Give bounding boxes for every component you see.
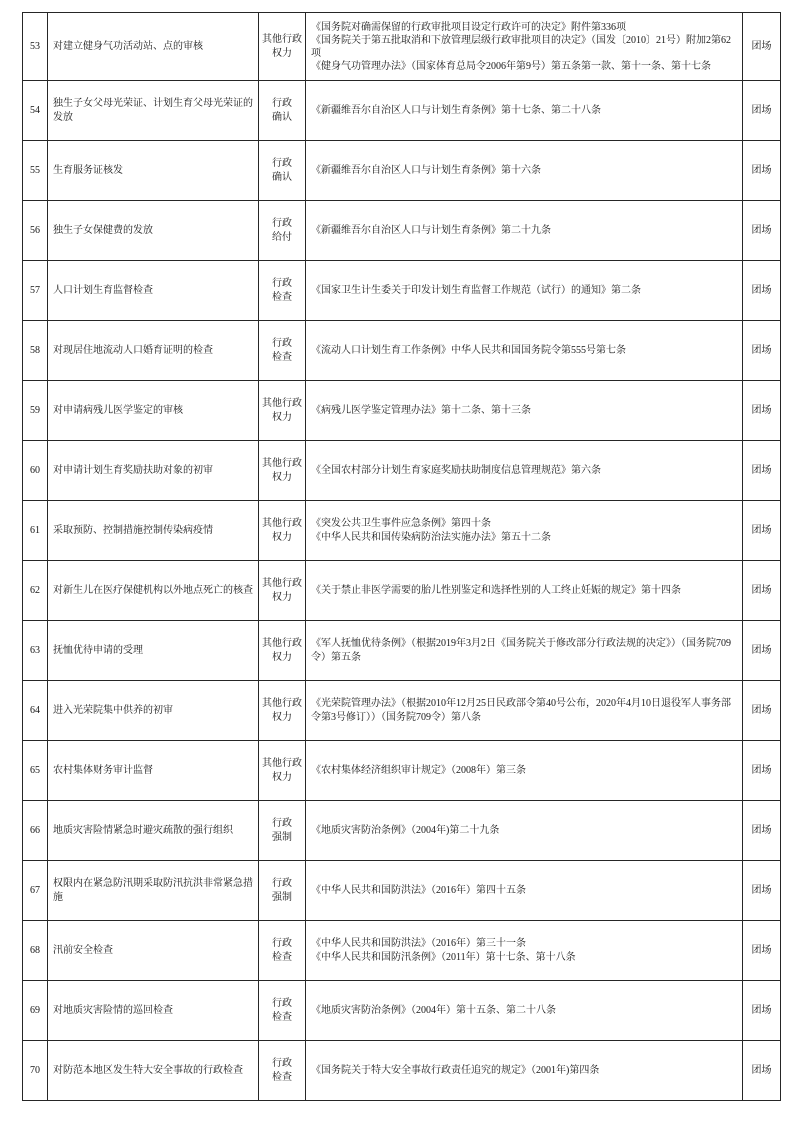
legal-basis: [306, 921, 743, 981]
implementing-unit: 团场: [743, 861, 781, 921]
implementing-unit: 团场: [743, 13, 781, 81]
item-name: 对地质灾害险情的巡回检查: [48, 981, 259, 1041]
table-row: [23, 861, 781, 921]
legal-basis: [306, 81, 743, 141]
implementing-unit: 团场: [743, 141, 781, 201]
item-name: 对申请病残儿医学鉴定的审核: [48, 381, 259, 441]
power-type-line: 行政: [272, 337, 292, 349]
power-type-line: 权力: [272, 411, 292, 423]
implementing-unit: 团场: [743, 441, 781, 501]
legal-basis: [306, 861, 743, 921]
power-type-line: 确认: [272, 111, 292, 123]
power-type-line: 检查: [272, 1071, 292, 1083]
power-type: [259, 261, 306, 321]
table-row: [23, 681, 781, 741]
row-number: 55: [23, 141, 48, 201]
legal-basis-line: 《流动人口计划生育工作条例》中华人民共和国国务院令第555号第七条: [311, 344, 626, 356]
table-row: [23, 261, 781, 321]
legal-basis-line: 《健身气功管理办法》（国家体育总局令2006年第9号）第五条第一款、第十一条、第十七条: [311, 60, 711, 72]
power-type: [259, 321, 306, 381]
power-type: [259, 13, 306, 81]
implementing-unit: 团场: [743, 681, 781, 741]
legal-basis: [306, 381, 743, 441]
row-number: 61: [23, 501, 48, 561]
table-row: [23, 381, 781, 441]
item-name: 独生子女父母光荣证、计划生育父母光荣证的发放: [48, 81, 259, 141]
legal-basis: [306, 261, 743, 321]
row-number: 60: [23, 441, 48, 501]
legal-basis: [306, 681, 743, 741]
legal-basis: [306, 621, 743, 681]
table-row: [23, 1041, 781, 1101]
legal-basis-line: 《国家卫生计生委关于印发计划生育监督工作规范（试行）的通知》第二条: [311, 284, 641, 296]
power-type-line: 行政: [272, 937, 292, 949]
implementing-unit: 团场: [743, 561, 781, 621]
power-type-line: 权力: [272, 651, 292, 663]
power-type-line: 权力: [272, 471, 292, 483]
table-row: [23, 321, 781, 381]
power-type-line: 其他行政: [262, 397, 302, 409]
implementing-unit: 团场: [743, 81, 781, 141]
power-type: [259, 561, 306, 621]
item-name: 农村集体财务审计监督: [48, 741, 259, 801]
power-type-line: 行政: [272, 997, 292, 1009]
legal-basis: [306, 1041, 743, 1101]
power-type: [259, 921, 306, 981]
power-type-line: 行政: [272, 877, 292, 889]
power-type: [259, 141, 306, 201]
legal-basis-line: 《中华人民共和国防洪法》（2016年）第三十一条: [311, 937, 526, 949]
implementing-unit: 团场: [743, 1041, 781, 1101]
implementing-unit: 团场: [743, 201, 781, 261]
power-type-line: 其他行政: [262, 33, 302, 45]
legal-basis-line: 《新疆维吾尔自治区人口与计划生育条例》第十六条: [311, 164, 541, 176]
item-name: 对申请计划生育奖励扶助对象的初审: [48, 441, 259, 501]
legal-basis-line: 《军人抚恤优待条例》（根据2019年3月2日《国务院关于修改部分行政法规的决定》）（国务院709令）第五条: [311, 637, 731, 663]
table-row: [23, 141, 781, 201]
power-type-line: 其他行政: [262, 517, 302, 529]
power-list-table: [22, 12, 781, 1101]
implementing-unit: 团场: [743, 321, 781, 381]
power-type: [259, 501, 306, 561]
power-type-line: 强制: [272, 891, 292, 903]
power-type: [259, 861, 306, 921]
legal-basis: [306, 501, 743, 561]
row-number: 64: [23, 681, 48, 741]
implementing-unit: 团场: [743, 981, 781, 1041]
power-type-line: 其他行政: [262, 697, 302, 709]
power-type-line: 其他行政: [262, 457, 302, 469]
table-row: [23, 13, 781, 81]
legal-basis-line: 《病残儿医学鉴定管理办法》第十二条、第十三条: [311, 404, 531, 416]
row-number: 66: [23, 801, 48, 861]
legal-basis-line: 《新疆维吾尔自治区人口与计划生育条例》第二十九条: [311, 224, 551, 236]
row-number: 53: [23, 13, 48, 81]
power-type-line: 权力: [272, 591, 292, 603]
power-type: [259, 621, 306, 681]
implementing-unit: 团场: [743, 741, 781, 801]
table-row: [23, 81, 781, 141]
row-number: 69: [23, 981, 48, 1041]
legal-basis-line: 《关于禁止非医学需要的胎儿性别鉴定和选择性别的人工终止妊娠的规定》第十四条: [311, 584, 681, 596]
power-type-line: 检查: [272, 351, 292, 363]
power-type: [259, 381, 306, 441]
power-type-line: 其他行政: [262, 637, 302, 649]
power-type: [259, 201, 306, 261]
table-row: [23, 921, 781, 981]
legal-basis-line: 《突发公共卫生事件应急条例》第四十条: [311, 517, 491, 529]
legal-basis-line: 《新疆维吾尔自治区人口与计划生育条例》第十七条、第二十八条: [311, 104, 601, 116]
table-row: [23, 201, 781, 261]
implementing-unit: 团场: [743, 921, 781, 981]
power-type-line: 其他行政: [262, 577, 302, 589]
table-row: [23, 741, 781, 801]
legal-basis-line: 《地质灾害防治条例》（2004年)第二十九条: [311, 824, 500, 836]
legal-basis: [306, 561, 743, 621]
row-number: 68: [23, 921, 48, 981]
item-name: 地质灾害险情紧急时避灾疏散的强行组织: [48, 801, 259, 861]
legal-basis: [306, 981, 743, 1041]
table-row: [23, 501, 781, 561]
table-row: [23, 561, 781, 621]
implementing-unit: 团场: [743, 261, 781, 321]
power-type-line: 行政: [272, 1057, 292, 1069]
row-number: 58: [23, 321, 48, 381]
row-number: 67: [23, 861, 48, 921]
implementing-unit: 团场: [743, 501, 781, 561]
item-name: 人口计划生育监督检查: [48, 261, 259, 321]
legal-basis: [306, 741, 743, 801]
item-name: 独生子女保健费的发放: [48, 201, 259, 261]
power-type-line: 行政: [272, 217, 292, 229]
row-number: 62: [23, 561, 48, 621]
row-number: 70: [23, 1041, 48, 1101]
item-name: 对建立健身气功活动站、点的审核: [48, 13, 259, 81]
power-type-line: 检查: [272, 951, 292, 963]
power-type-line: 其他行政: [262, 757, 302, 769]
power-type-line: 确认: [272, 171, 292, 183]
table-row: [23, 801, 781, 861]
legal-basis: [306, 801, 743, 861]
table-row: [23, 621, 781, 681]
legal-basis: [306, 13, 743, 81]
item-name: 对新生儿在医疗保健机构以外地点死亡的核查: [48, 561, 259, 621]
row-number: 57: [23, 261, 48, 321]
power-type-line: 行政: [272, 157, 292, 169]
power-type: [259, 441, 306, 501]
power-type-line: 权力: [272, 771, 292, 783]
legal-basis: [306, 441, 743, 501]
power-type: [259, 1041, 306, 1101]
legal-basis: [306, 321, 743, 381]
item-name: 汛前安全检查: [48, 921, 259, 981]
power-type-line: 检查: [272, 1011, 292, 1023]
row-number: 59: [23, 381, 48, 441]
power-type-line: 行政: [272, 97, 292, 109]
legal-basis: [306, 201, 743, 261]
legal-basis-line: 《地质灾害防治条例》（2004年）第十五条、第二十八条: [311, 1004, 556, 1016]
item-name: 抚恤优待申请的受理: [48, 621, 259, 681]
power-type: [259, 981, 306, 1041]
item-name: 进入光荣院集中供养的初审: [48, 681, 259, 741]
power-type-line: 权力: [272, 47, 292, 59]
legal-basis-line: 《中华人民共和国防汛条例》（2011年）第十七条、第十八条: [311, 951, 576, 963]
row-number: 54: [23, 81, 48, 141]
legal-basis-line: 《国务院关于第五批取消和下放管理层级行政审批项目的决定》（国发〔2010〕21号）附加2第62项: [311, 34, 731, 59]
legal-basis-line: 《中华人民共和国防洪法》（2016年）第四十五条: [311, 884, 526, 896]
legal-basis-line: 《农村集体经济组织审计规定》（2008年）第三条: [311, 764, 526, 776]
implementing-unit: 团场: [743, 621, 781, 681]
power-type: [259, 81, 306, 141]
row-number: 56: [23, 201, 48, 261]
power-type-line: 给付: [272, 231, 292, 243]
power-type-line: 检查: [272, 291, 292, 303]
item-name: 权限内在紧急防汛期采取防汛抗洪非常紧急措施: [48, 861, 259, 921]
table-row: [23, 441, 781, 501]
table-row: [23, 981, 781, 1041]
legal-basis: [306, 141, 743, 201]
power-type-line: 行政: [272, 817, 292, 829]
legal-basis-line: 《中华人民共和国传染病防治法实施办法》第五十二条: [311, 531, 551, 543]
row-number: 65: [23, 741, 48, 801]
legal-basis-line: 《国务院对确需保留的行政审批项目设定行政许可的决定》附件第336项: [311, 21, 626, 33]
legal-basis-line: 《国务院关于特大安全事故行政责任追究的规定》（2001年)第四条: [311, 1064, 600, 1076]
power-type-line: 行政: [272, 277, 292, 289]
implementing-unit: 团场: [743, 381, 781, 441]
item-name: 对防范本地区发生特大安全事故的行政检查: [48, 1041, 259, 1101]
power-type: [259, 801, 306, 861]
power-type-line: 权力: [272, 531, 292, 543]
legal-basis-line: 《全国农村部分计划生育家庭奖励扶助制度信息管理规范》第六条: [311, 464, 601, 476]
power-type-line: 权力: [272, 711, 292, 723]
item-name: 采取预防、控制措施控制传染病疫情: [48, 501, 259, 561]
legal-basis-line: 《光荣院管理办法》（根据2010年12月25日民政部令第40号公布，2020年4月10日退役军人事务部令第3号修订））（国务院709令）第八条: [311, 697, 731, 723]
item-name: 对现居住地流动人口婚育证明的检查: [48, 321, 259, 381]
power-type: [259, 741, 306, 801]
power-type-line: 强制: [272, 831, 292, 843]
power-type: [259, 681, 306, 741]
row-number: 63: [23, 621, 48, 681]
implementing-unit: 团场: [743, 801, 781, 861]
item-name: 生育服务证核发: [48, 141, 259, 201]
